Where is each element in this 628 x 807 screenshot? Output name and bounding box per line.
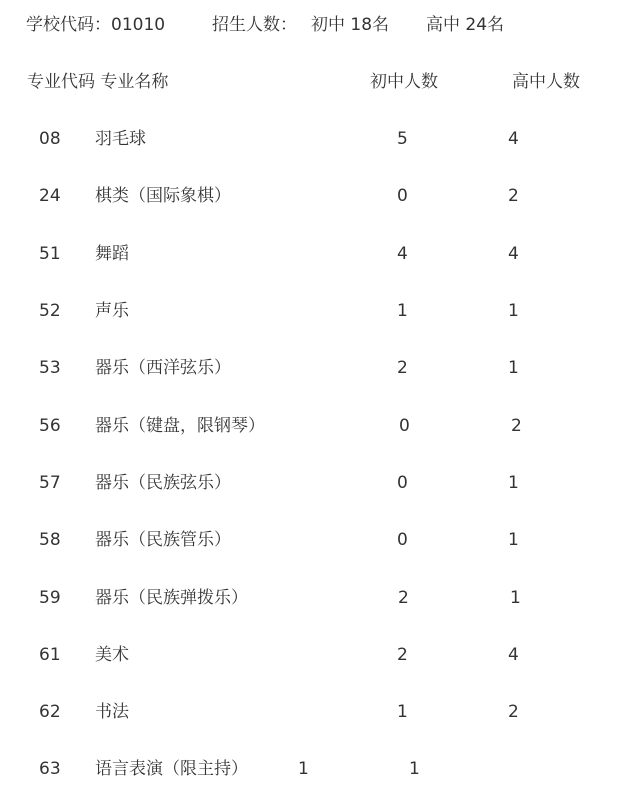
quota-label: 招生人数： [212,15,297,35]
row-name: 羽毛球 [95,129,146,149]
row-junior-count: 2 [398,588,409,608]
row-name: 器乐（西洋弦乐） [95,358,231,378]
row-code: 51 [39,244,61,264]
senior-quota: 高中 24名 [426,15,505,35]
row-code: 63 [39,759,61,779]
row-code: 56 [39,416,61,436]
row-senior-count: 1 [508,301,519,321]
row-name: 美术 [95,645,129,665]
column-header-senior: 高中人数 [512,72,580,92]
row-name: 舞蹈 [95,244,129,264]
row-junior-count: 2 [397,358,408,378]
row-code: 53 [39,358,61,378]
row-senior-count: 1 [508,530,519,550]
column-header-junior: 初中人数 [370,72,438,92]
column-header-code-name: 专业代码 专业名称 [27,72,169,92]
row-junior-count: 4 [397,244,408,264]
row-junior-count: 1 [298,759,309,779]
row-name: 器乐（键盘，限钢琴） [95,416,265,436]
row-senior-count: 1 [510,588,521,608]
row-name: 语言表演（限主持） [95,759,248,779]
row-name: 器乐（民族弹拨乐） [95,588,248,608]
row-code: 62 [39,702,61,722]
row-code: 52 [39,301,61,321]
row-junior-count: 1 [397,301,408,321]
row-senior-count: 1 [508,358,519,378]
row-junior-count: 0 [397,473,408,493]
row-junior-count: 1 [397,702,408,722]
row-senior-count: 4 [508,129,519,149]
row-junior-count: 0 [397,530,408,550]
row-name: 器乐（民族弦乐） [95,473,231,493]
row-senior-count: 1 [508,473,519,493]
row-code: 57 [39,473,61,493]
row-senior-count: 1 [409,759,420,779]
row-code: 08 [39,129,61,149]
row-senior-count: 2 [508,702,519,722]
row-name: 器乐（民族管乐） [95,530,231,550]
row-junior-count: 2 [397,645,408,665]
junior-quota: 初中 18名 [311,15,390,35]
row-code: 58 [39,530,61,550]
row-name: 声乐 [95,301,129,321]
row-code: 24 [39,186,61,206]
row-junior-count: 5 [397,129,408,149]
row-name: 书法 [95,702,129,722]
row-name: 棋类（国际象棋） [95,186,231,206]
school-code: 学校代码：01010 [26,15,166,35]
row-code: 61 [39,645,61,665]
row-senior-count: 4 [508,244,519,264]
row-senior-count: 4 [508,645,519,665]
row-code: 59 [39,588,61,608]
row-junior-count: 0 [397,186,408,206]
row-junior-count: 0 [399,416,410,436]
row-senior-count: 2 [511,416,522,436]
row-senior-count: 2 [508,186,519,206]
